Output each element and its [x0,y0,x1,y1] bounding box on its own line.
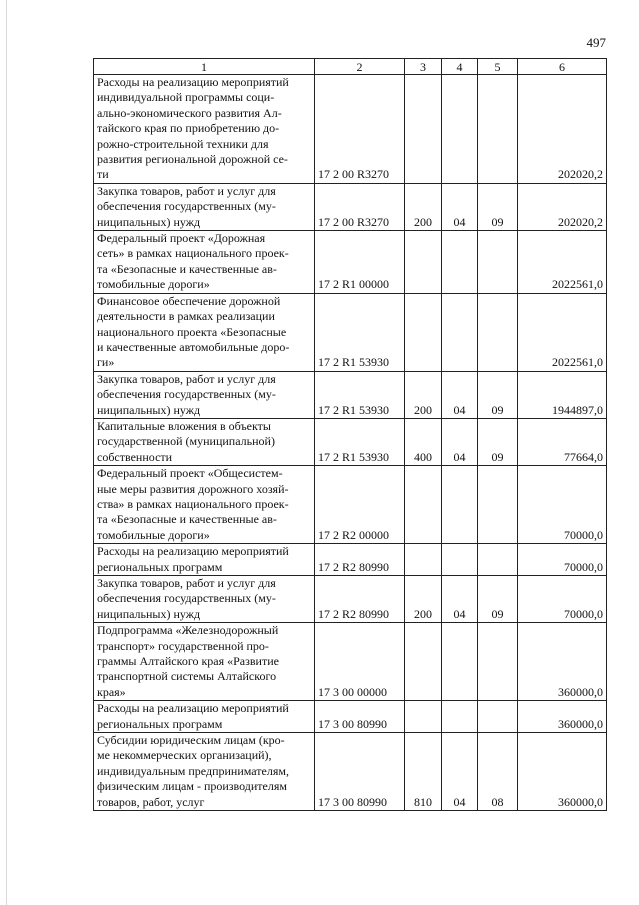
column-header-5: 5 [478,59,518,75]
row-vr-cell [405,466,442,544]
row-amount-cell: 77664,0 [518,418,607,465]
table-row [94,623,607,701]
table-row [94,371,607,418]
row-vr-cell [405,623,442,701]
row-vr-cell [405,701,442,733]
row-name-cell: Расходы на реализацию мероприятий индивидуальной программы соци- ально-экономического развития Ал- тайского края по приобретению до- рожно-строительной техники для развития региональной дорожной се- ти [94,75,315,184]
table-row [94,466,607,544]
row-vr-cell: 400 [405,418,442,465]
column-header-2: 2 [315,59,405,75]
row-rz-cell [442,293,478,371]
row-code-cell: 17 2 R1 00000 [315,231,405,294]
row-name-cell: Закупка товаров, работ и услуг для обеспечения государственных (му- ниципальных) нужд [94,576,315,623]
row-code-cell: 17 2 R1 53930 [315,293,405,371]
table-row [94,576,607,623]
row-name-cell: Закупка товаров, работ и услуг для обеспечения государственных (му- ниципальных) нужд [94,183,315,230]
row-pr-cell [478,623,518,701]
row-vr-cell [405,544,442,576]
row-rz-cell: 04 [442,733,478,811]
row-rz-cell [442,466,478,544]
scan-edge-line [6,0,7,905]
row-code-cell: 17 3 00 00000 [315,623,405,701]
row-code-cell: 17 3 00 80990 [315,701,405,733]
row-name-cell: Капитальные вложения в объекты государственной (муниципальной) собственности [94,418,315,465]
row-amount-cell: 360000,0 [518,623,607,701]
table-row [94,75,607,184]
row-amount-cell: 360000,0 [518,733,607,811]
row-vr-cell [405,231,442,294]
row-code-cell: 17 2 R2 80990 [315,576,405,623]
row-vr-cell: 200 [405,371,442,418]
budget-table [93,58,607,811]
row-code-cell: 17 2 00 R3270 [315,75,405,184]
row-rz-cell [442,75,478,184]
row-vr-cell: 200 [405,183,442,230]
column-header-6: 6 [518,59,607,75]
row-name-cell: Расходы на реализацию мероприятий региональных программ [94,701,315,733]
row-pr-cell [478,231,518,294]
row-amount-cell: 2022561,0 [518,231,607,294]
row-pr-cell: 09 [478,576,518,623]
row-amount-cell: 70000,0 [518,576,607,623]
row-rz-cell: 04 [442,576,478,623]
row-pr-cell: 09 [478,371,518,418]
table-row [94,733,607,811]
row-code-cell: 17 2 R2 00000 [315,466,405,544]
row-code-cell: 17 2 R1 53930 [315,371,405,418]
row-amount-cell: 360000,0 [518,701,607,733]
row-pr-cell [478,75,518,184]
row-rz-cell [442,623,478,701]
table-header-row [94,59,607,75]
row-name-cell: Подпрограмма «Железнодорожный транспорт» государственной про- граммы Алтайского края «Развитие транспортной системы Алтайского края» [94,623,315,701]
row-amount-cell: 202020,2 [518,183,607,230]
table-row [94,418,607,465]
column-header-1: 1 [94,59,315,75]
table-row [94,701,607,733]
row-name-cell: Субсидии юридическим лицам (кро- ме некоммерческих организаций), индивидуальным предпринимателям, физическим лицам - производителям товаров, работ, услуг [94,733,315,811]
row-vr-cell: 810 [405,733,442,811]
page-number: 497 [586,35,606,50]
table-row [94,544,607,576]
row-pr-cell: 08 [478,733,518,811]
table-row [94,183,607,230]
row-vr-cell [405,75,442,184]
row-amount-cell: 1944897,0 [518,371,607,418]
row-amount-cell: 2022561,0 [518,293,607,371]
row-name-cell: Финансовое обеспечение дорожной деятельности в рамках реализации национального проекта «Безопасные и качественные автомобильные доро- ги» [94,293,315,371]
column-header-3: 3 [405,59,442,75]
row-pr-cell [478,293,518,371]
row-rz-cell: 04 [442,371,478,418]
row-rz-cell: 04 [442,418,478,465]
row-pr-cell [478,701,518,733]
row-name-cell: Федеральный проект «Дорожная сеть» в рамках национального проек- та «Безопасные и качественные ав- томобильные дороги» [94,231,315,294]
row-name-cell: Расходы на реализацию мероприятий региональных программ [94,544,315,576]
row-code-cell: 17 2 R1 53930 [315,418,405,465]
budget-table-body [94,59,607,811]
table-row [94,293,607,371]
row-amount-cell: 70000,0 [518,466,607,544]
row-rz-cell [442,231,478,294]
row-pr-cell [478,466,518,544]
row-rz-cell [442,544,478,576]
row-vr-cell: 200 [405,576,442,623]
table-row [94,231,607,294]
row-code-cell: 17 2 R2 80990 [315,544,405,576]
row-name-cell: Федеральный проект «Общесистем- ные меры развития дорожного хозяй- ства» в рамках национального проек- та «Безопасные и качественные ав- томобильные дороги» [94,466,315,544]
row-pr-cell: 09 [478,183,518,230]
row-name-cell: Закупка товаров, работ и услуг для обеспечения государственных (му- ниципальных) нужд [94,371,315,418]
row-rz-cell: 04 [442,183,478,230]
row-code-cell: 17 3 00 80990 [315,733,405,811]
row-amount-cell: 70000,0 [518,544,607,576]
row-vr-cell [405,293,442,371]
column-header-4: 4 [442,59,478,75]
row-amount-cell: 202020,2 [518,75,607,184]
row-pr-cell [478,544,518,576]
row-code-cell: 17 2 00 R3270 [315,183,405,230]
row-rz-cell [442,701,478,733]
row-pr-cell: 09 [478,418,518,465]
